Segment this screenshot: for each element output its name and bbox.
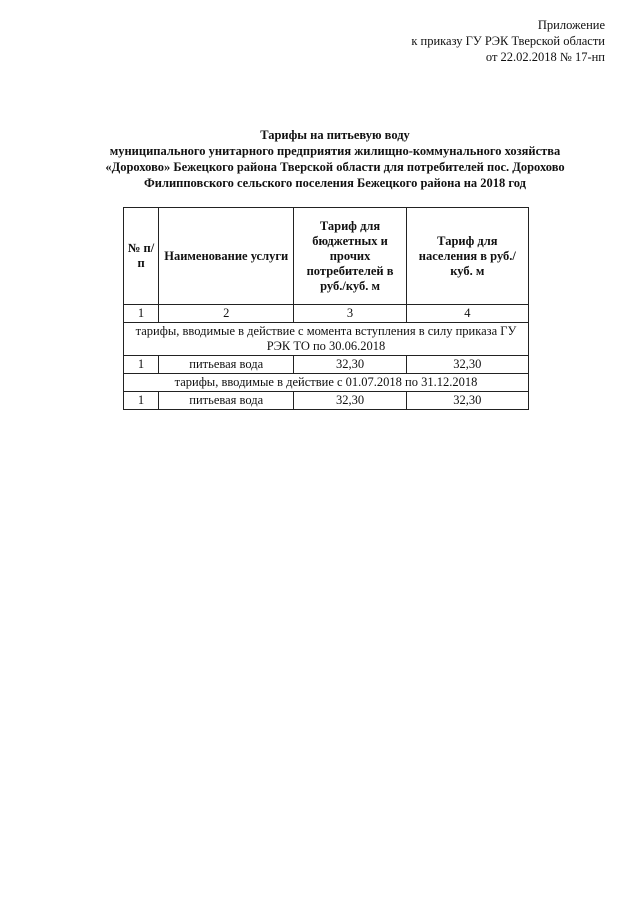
table-header-row <box>124 208 529 305</box>
row-service: питьевая вода <box>159 356 294 374</box>
appendix-note <box>411 17 605 65</box>
row-budget-tariff: 32,30 <box>294 392 406 410</box>
section-caption-row <box>124 323 529 356</box>
header-service: Наименование услуги <box>159 208 294 305</box>
header-budget-tariff: Тариф для бюджетных и прочих потребителей в руб./куб. м <box>294 208 406 305</box>
header-num: № п/п <box>124 208 159 305</box>
column-number: 2 <box>159 305 294 323</box>
row-population-tariff: 32,30 <box>406 392 528 410</box>
table-row <box>124 356 529 374</box>
title-line-4: Филипповского сельского поселения Бежецкого района на 2018 год <box>144 176 526 190</box>
column-number: 3 <box>294 305 406 323</box>
title-line-1: Тарифы на питьевую воду <box>260 128 410 142</box>
row-population-tariff: 32,30 <box>406 356 528 374</box>
title-line-3: «Дорохово» Бежецкого района Тверской области для потребителей пос. Дорохово <box>105 160 565 174</box>
column-number: 4 <box>406 305 528 323</box>
tariff-table <box>123 207 529 410</box>
header-population-tariff: Тариф для населения в руб./куб. м <box>406 208 528 305</box>
document-title <box>70 127 600 191</box>
appendix-line-1: Приложение <box>537 18 605 32</box>
column-number: 1 <box>124 305 159 323</box>
section-caption: тарифы, вводимые в действие с момента вступления в силу приказа ГУ РЭК ТО по 30.06.2018 <box>124 323 529 356</box>
row-num: 1 <box>124 356 159 374</box>
column-number-row <box>124 305 529 323</box>
section-caption-row <box>124 374 529 392</box>
row-budget-tariff: 32,30 <box>294 356 406 374</box>
row-num: 1 <box>124 392 159 410</box>
appendix-line-3: от 22.02.2018 № 17-нп <box>485 50 605 64</box>
table-row <box>124 392 529 410</box>
section-caption: тарифы, вводимые в действие с 01.07.2018 по 31.12.2018 <box>124 374 529 392</box>
row-service: питьевая вода <box>159 392 294 410</box>
title-line-2: муниципального унитарного предприятия жилищно-коммунального хозяйства <box>109 144 561 158</box>
appendix-line-2: к приказу ГУ РЭК Тверской области <box>411 34 605 48</box>
